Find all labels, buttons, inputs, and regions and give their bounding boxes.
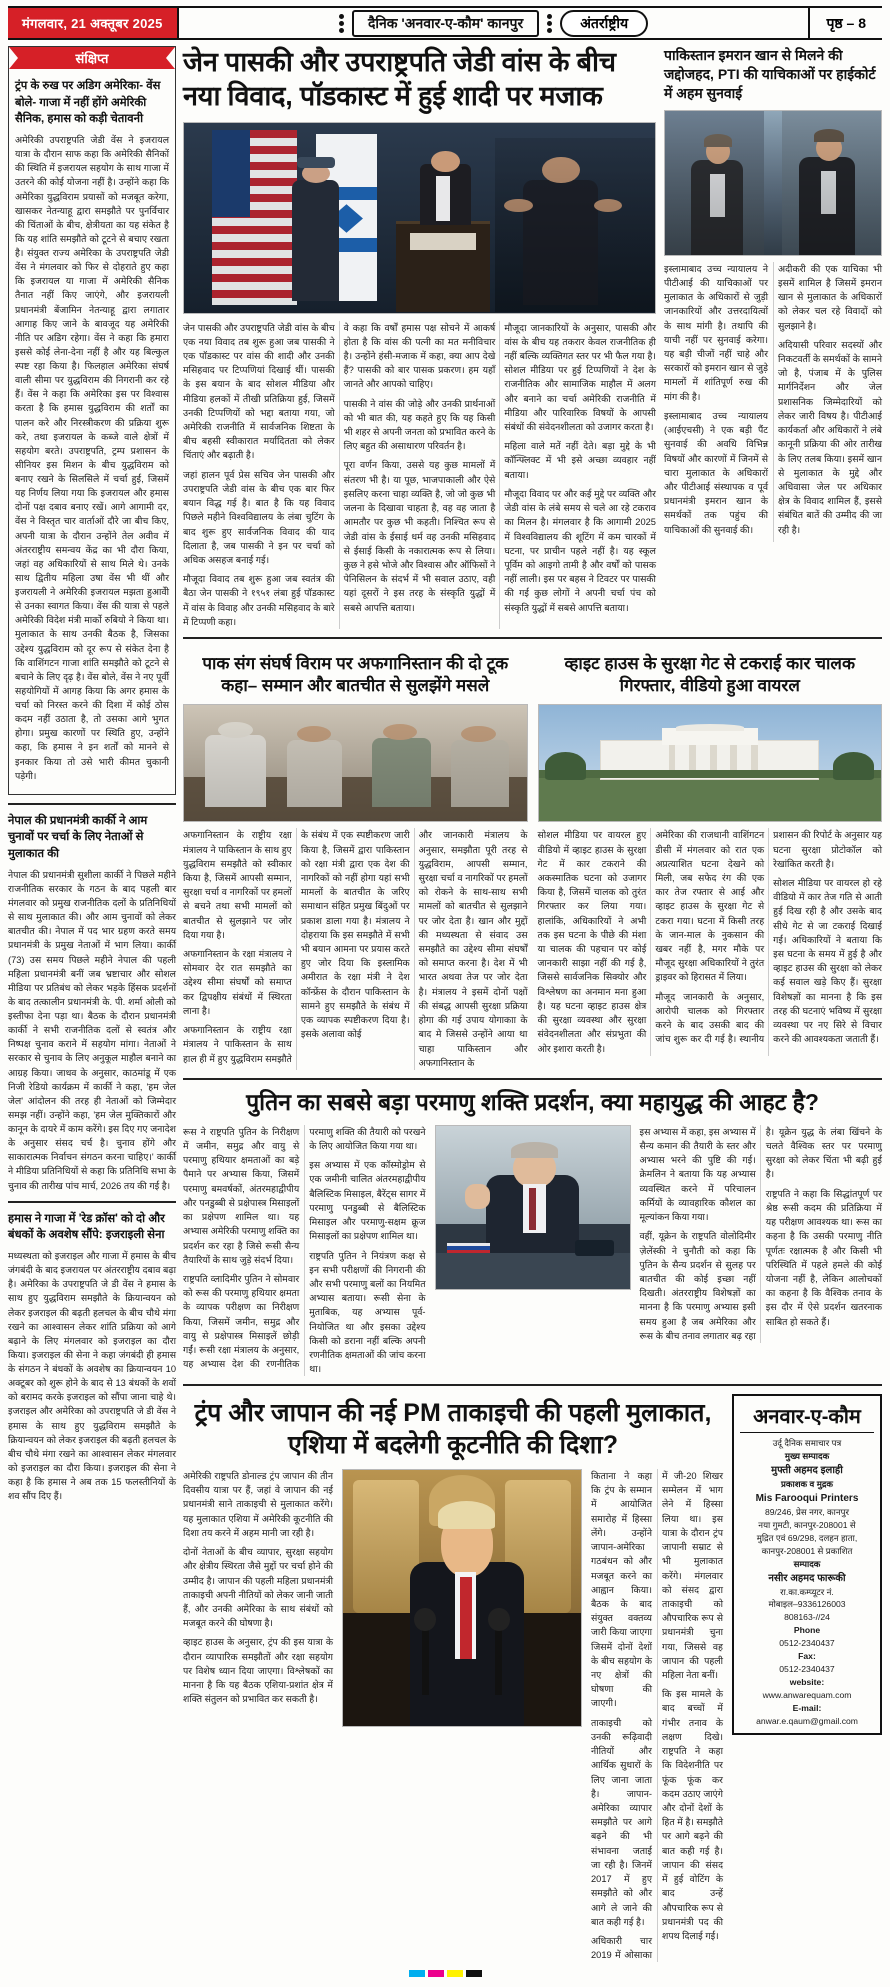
lead-photo [183,122,656,314]
masthead-page-number: पृष्ठ – 8 [808,8,882,38]
pak-afg-scene [184,705,527,821]
paragraph: राष्ट्रपति पुतिन ने नियंत्रण कक्ष से इन सभी परीक्षणों की निगरानी की और सभी परमाणु बलों का नियमित अभ्यास बताया। रूसी सेना के मुताबिक, यह अभ्यास पूर्व-नियोजित था और इसका उद्देश्य किसी को डराना नहीं बल्कि अपनी रणनीतिक क्षमताओं की जांच करना था। [309,1250,426,1375]
paragraph: मौजूदा जानकारियों के अनुसार, पासकी और वांस के बीच यह तकरार केवल राजनीतिक ही नहीं बल्कि व्यक्तिगत स्तर पर भी फैल गया है। सोशल मीडिया पर हुई टिप्पणियों ने देश के राजनीतिक और सामाजिक माहौल में अलग और बनाने का चर्चा अमेरिकी राजनीति में मीडिया और पारिवारिक विषयों के आपसी संबंधों की संवेदनशीलता को उजागर करता है। [504,322,656,433]
putin-scene [436,1126,630,1289]
imprint-line: Fax: [798,1651,816,1662]
imprint-website[interactable]: www.anwarequam.com [762,1689,852,1700]
paragraph: मौजूदा विवाद पर और कई मुद्दे पर व्यक्ति और जेडी वांस के लंबे समय से चले आ रहे टकराव का मिलन है। मंगलवार है कि आगामी 2025 में विश्वविद्यालय की शूटिंग में कम चारकों में घटना, पर प्राचीन पहले नहीं है। यह स्कूल पूर्विम को आइगो तामी है और वर्षों को पासक नहीं लाली। इस पर बहस ने टिवटर पर पासकी की गई कुछ लोगों ने अपनी चर्चा पंच को संस्कृति युद्धों में सबसे आपत्ति बताया। [504,488,656,613]
putin-headline: पुतिन का सबसे बड़ा परमाणु शक्ति प्रदर्शन, क्या महायुद्ध की आहट है? [246,1089,819,1115]
right-top-headline: पाकिस्तान इमरान खान से मिलने की जद्दोजहद, PTI की याचिकाओं पर हाईकोर्ट में अहम सुनवाई [664,47,876,101]
paragraph: पासकी ने वांस की जोड़े और उनकी प्रार्थनाओं को भी बात की, यह कहते हुए कि यह किसी भी शहर से अपनी जनता को प्रभावित करने के लिए बहुत की असाधारण परिवर्तन है। [343,398,496,452]
imprint-line: website: [789,1676,825,1687]
paragraph: वहीं, यूक्रेन के राष्ट्रपति वोलोदिमीर ज़ेलेंस्की ने चुनौती को कहा कि पुतिन के सैन्य प्रदर्शन से सुलह पर बातचीत की कोई इच्छा नहीं दिखती। अंतरराष्ट्रीय विशेषज्ञों का मानना है कि परमाणु अभ्यास इसी समय हुआ है जब अमेरिका और रूस के बीच तनाव लगातार बढ़ रहा है। यूक्रेन युद्ध के लंबा खिंचने के चलते वैश्विक स्तर पर परमाणु सुरक्षा को लेकर चिंता भी बढ़ी हुई है। [639,1126,882,1341]
lead-photo-scene [184,123,655,313]
imprint-ad [732,1394,882,1735]
paragraph: व्हाइट हाउस के अनुसार, ट्रंप की इस यात्रा के दौरान व्यापारिक समझौतों और रक्षा सहयोग पर विशेष ध्यान दिया जाएगा। विश्लेषकों का मानना है कि यह बैठक एशिया-प्रशांत क्षेत्र में शक्ति संतुलन को प्रभावित कर सकती है। [183,1637,333,1705]
paragraph: इस्लामाबाद उच्च न्यायालय ने पीटीआई की याचिकाओं पर मुलाकात के अधिकारों से जुड़ी जानकारियों और उत्तरदायित्वों के साथ मांगी है। तथापि की याची नहीं पर सुनवाई करेगा। यह बड़ी चीजों नहीं चाहे और सरकारों को इमरान खान से जुड़े मामलों में शांतिपूर्ण रुख की मांग की है। [664,263,768,402]
imprint-line: प्रकाशक व मुद्रक [780,1479,833,1490]
paragraph: राष्ट्रपति ने कहा कि सिद्धांतपूर्ण पर श्रेष्ठ रूसी कदम की प्रतिक्रिया में यह परीक्षण आवश्यक था। रूस का कहना है कि उसकी परमाणु नीति पूर्णतः रक्षात्मक है और किसी भी परिस्थिति में पहले हमले की कोई योजना नहीं है, लेकिन आलोचकों का कहना है कि वैश्विक तनाव के इस दौर में ऐसे प्रदर्शन खतरनाक साबित हो सकते हैं। [765,1188,882,1327]
putin-layout [183,1125,882,1377]
trump-body-right [591,1469,723,1962]
paragraph: अदीकरी की एक याचिका भी इसमें शामिल है जिसमें इमरान खान से मुलाकात के अधिकारों को लेकर चल रहे विवादों को सुलझाने है। [778,263,882,331]
story-pak-afg [183,647,528,1070]
pak-afg-body [183,828,528,1070]
imprint-line: मुफ्ती अहमद इलाही [771,1465,843,1477]
trump-left-text [183,1469,333,1712]
masthead-date: मंगलवार, 21 अक्तूबर 2025 [8,8,179,38]
paragraph: अदियासी परिवार सदस्यों और निकटवर्ती के समर्थकों के सामने जो है, पंजाब में के पुलिस मार्गनिर्देशन और जेल प्रशासनिक जिम्मेदारियों को लेकर जारी विषय है। पीटीआई कार्यकर्ता और अधिकारों ने लंबे कानूनी प्रक्रिया की ओर तारीख के लिए तलब किया। इसमें खान से मुलाकात के मुद्दे और अधिवासा जेल पर अधिकार क्षेत्र के विवाद शामिल हैं, इससे संबंधित बातें की उम्मीद की जा रही है। [778,339,882,535]
sidebar-column [8,46,176,1962]
trump-japan-layout [183,1469,723,1962]
story-whitehouse [538,647,883,1070]
imprint-logo: अनवार-ए-कौम [740,1402,874,1433]
paragraph: और जानकारी मंत्रालय के अनुसार, समझौता पूरी तरह से युद्धविराम, आपसी सम्मान, सुरक्षा चर्चा व नागरिकों पर हमलों को रोकने के साथ-साथ सभी मामलों को बातचीत से सुलझाने पर जोर देता है। खान और मुद्दों की मध्यस्थता से संवाद उस समझौते का उद्देश्य सीमा संघर्षों को समाप्त करना है। देश में भी भारत अथवा तेज पर जोर देता है। मंत्रालय ने इसमें दोनों पक्षों की संबद्ध आपसी सुरक्षा प्रक्रिया होगा की गई उपाय योगाकाा के बाद मे जिससे उन्होंने आया था चाहा पाकिस्तान और अफगानिस्तान के [418,830,528,1068]
brief-item-headline: हमास ने गाजा में 'रेड क्रॉस' को दो और बंधकों के अवशेष सौंपे: इजराइली सेना [8,1212,165,1242]
imprint-line: कानपुर-208001 से प्रकाशित [761,1545,853,1556]
imprint-line: Mis Farooqui Printers [755,1493,859,1505]
putin-right-text [640,1125,883,1343]
lead-story [183,46,656,629]
divider [183,637,882,639]
decor-dots-right [547,14,552,33]
imprint-line: 0512-2340437 [779,1663,835,1674]
trump-scene [343,1470,581,1726]
paragraph: मौजूदा विवाद तब शुरू हुआ जब स्वतंत्र की बैठा जेन पासकी ने १९५१ लंबा हुई पॉडकास्ट में वांस के विवाह और उनकी मसिहवाद के बारे में टिप्पणी कहा। [183,574,335,627]
paragraph: रूस ने राष्ट्रपति पुतिन के निरीक्षण में जमीन, समुद्र और वायु से परमाणु हथियार क्षमताओं का बड़े पैमाने पर अभ्यास किया, जिसमें परमाणु बमवर्षकों, अंतरमहाद्वीपीय और पनडुब्बी से प्रक्षेपास्त्र मिसाइलों का प्रक्षेपण शामिल था। यह अभ्यास अमेरिकी परमाणु शक्ति का प्रदर्शन कर रहा है जिसे रूसी सैन्य तैयारियों के साथ जुड़े संदर्भ दिया। [183,1126,300,1265]
putin-body-left [183,1125,426,1377]
pak-afg-photo [183,704,528,822]
imprint-line: मोबाइल–9336126003 [768,1599,846,1610]
brief-box-header: संक्षिप्त [9,47,175,69]
putin-left-text [183,1125,426,1377]
imprint-line: E-mail: [792,1702,822,1713]
brief-item-text: अमेरिकी उपराष्ट्रपति जेडी वेंस ने इजरायल यात्रा के दौरान साफ कहा कि अमेरिकी सैनिकों की स्थिति में इजरायल सहयोग के साथ गाजा में उतरने की कोई योजना नहीं है। उन्होंने कहा कि अमेरिका युद्धविराम प्रयासों को मजबूत करेगा, खासकर नेतन्याहू द्वारा समझौते पर पुनर्विचार की चिंताओं के बीच, क्षेत्रीयता का यह संकेत है कि यह शांति समझौते को टूटने से बचाए रखता है। संयुक्त राज्य अमेरिका के उपराष्ट्रपति जेडी वेंस ने मंगलवार को फिर से दोहराते हुए कहा कि इजरायल या गाजा में अमेरिकी सैनिक तैनात नहीं किए जाएंगे, और इजरायली प्रधानमंत्री बेंजामिन नेतन्याहू द्वारा लगातार आगाह किए जाने के बावजूद यह अमेरिकी नीति पर अडिग रहेगा। वेंस ने कहा कि हमारा इससे कोई लेना-देना नहीं है और यह बिल्कुल स्पष्ट रहा किया है। फिलहाल अमेरिका संघर्ष वाली सीमा पर युद्धविराम की निगरानी कर रहे हैं। वेंस ने कहा कि अमेरिका इस पर विश्वास करता है कि हमास युद्धविराम की शर्तों का पालन करे और निरस्त्रीकरण की प्रक्रिया शुरू करे, तथा इजरायल के कब्जे वाले क्षेत्रों में सहयोग बरते। उपराष्ट्रपति, ट्रम्प प्रशासन के सीनियर इस मिशन के बीच युद्धविराम को बनाए रखने के सिलसिले में चर्चा हुई, जिसमें यह निर्णय लिया गया कि इजरायल और हमास दोनों पक्ष दबाव बनाए रखें। आगे आगामी दर, वेंस ने विस्तृत चार वार्ताओं दौरे जा बीच किए, अपनी यात्रा के दौरान उन्होंने तेल अवीव में अंतरराष्ट्रीय समन्वय केंद्र का भी दौरा किया, जहां वह अधिकारियों से साथ मिले थे। उनके साथ द्वितीय महिला उषा वेंस भी थीं और इजरायली ने अमेरिकी इजरायल मझता हुआवेी से उनका स्वागत किया। वेंस की यात्रा से पहले अमेरिकी विदेश मंत्री मार्को रुबियो ने किया था। मुलाकात के साथ उनकी बैठक है, जिसका उद्देश्य युद्धविराम को दूर रूप से संकेत देना है कि वाशिंगटन गाजा शांति समझौते को टूटने से बचाने के लिए दृढ़ है। वेंस बोले, वेंस ने नए पूर्वी सहयोगियों में आगह किया कि अगर हमास के चर्चा को निरस्त करने की दिशा में कोई ठोस कदम नहीं उठाता है, तो उसका आगे भुगत होगा। प्रमुख कारणों पर स्थिति हुए, उन्होंने कहा, कि हमास ने इन शर्तों को मानने से इनकार किया तो उसे भारी कीमत चुकानी पड़ेगी। [15,135,169,781]
paragraph: अमेरिका की राजधानी वाशिंगटन डीसी में मंगलवार को रात एक अप्रत्याशित घटना देखने को मिली, जब सफेद रंग की एक कार तेज रफ्तार से आई और व्हाइट हाउस के सुरक्षा गेट से टकरा गया। घटना में किसी तरह के जान-माल के नुकसान की खबर नहीं है, मगर मौके पर मौजूद सुरक्षा अधिकारियों ने तुरंत ड्राइवर को हिरासत में लिया। [655,830,765,983]
imprint-line: 808163-//24 [784,1612,830,1623]
imprint-line: मुद्रित एवं 69/298, दलहन हाता, [756,1532,858,1543]
imprint-line: सम्पादक [793,1558,821,1569]
brief-box-body [9,69,175,794]
mid-block [183,647,882,1070]
bottom-block [183,1394,882,1962]
masthead-center [179,8,809,38]
putin-body-right [640,1125,883,1343]
paragraph: वे कहा कि वर्षों हमास पक्ष सोचने में आकर्ष होता है कि वांस की पत्नी का मत मनीविचार है। उन्होंने हंसी-मजाक में कहा, क्या आप देखे हैं? पासकी को बार पासक प्रकरण। हम यहाँ जानते और आपको चाहिए। [343,322,496,390]
paragraph: इस्लामाबाद उच्च न्यायालय (आईएचसी) ने एक बड़ी पैंट सुनवाई की अवधि विभिन्न विषयों और कारणों में जिनमें से चारा मुलाकात के अधिकारों और पीटीआई संस्थापक व पूर्व प्रधानमंत्री इमरान खान के समर्थकों तक पहुंच की याचिकाओं की सुनवाई की। [664,410,768,535]
paragraph: अधिकारी चार 2019 में ओसाका में जी-20 शिखर सम्मेलन में भाग लेने में हिस्सा लिया था। इस यात्रा के दौरान ट्रंप जापानी सम्राट से भी मुलाकात करेंगे। मंगलवार को संसद द्वारा ताकाइची को औपचारिक रूप से प्रधानमंत्री चुना गया, जिससे वह जापान की पहली महिला नेता बनीं। [591,1470,723,1961]
paragraph: अफगानिस्तान के राष्ट्रीय रक्षा मंत्रालय ने पाकिस्तान के साथ हुए युद्धविराम समझौते को स्वीकार किया है, जिसमें आपसी सम्मान, सुरक्षा चर्चा व नागरिकों पर हमलों से बचने तथा सभी मामलों को बातचीत से सुलझाने पर जोर दिया गया है। [183,830,292,940]
right-top-story [664,46,882,629]
paragraph: सोशल मीडिया पर वायरल हो रहे वीडियो में कार तेज गति से आती हुई दिख रही है और उसके बाद सीधे गेट से जा टकराई दिखाई गई। अधिकारियों ने बताया कि इस घटना के समय में हुई है और व्हाइट हाउस की सुरक्षा को लेकर कई सवाल खड़े किए हैं। सुरक्षा विशेषज्ञों का मानना है कि इस तरह की घटनाएं भविष्य में सुरक्षा व्यवस्था पर नए सिरे से विचार करने की आवश्यकता जताती हैं। [773,877,882,1045]
paragraph: ताकाइची को उनकी रूढ़िवादी नीतियों और आर्थिक सुधारों के लिए जाना जाता है। जापान-अमेरिका व्यापार समझौते पर आगे बढ़ने की भी संभावना जताई जा रही है। जिनमें 2017 में हुए समझौते को और आगे ले जाने की बात कही गई है। [591,1717,652,1927]
main-column [183,46,882,1962]
page-columns [8,46,882,1962]
paragraph: जेन पासकी और उपराष्ट्रपति जेडी वांस के बीच एक नया विवाद तब शुरू हुआ जब पासकी ने एक पॉडकास्ट पर वांस की शादी और उनकी मसिहवाद पर टिप्पणियां दिखाई थीं। पासकी के इस बयान के बाद सोशल मीडिया और मीडिया हलकों में तीखी प्रतिक्रिया हुई, जिसमें उनकी टिप्पणियों को भद्दा बताया गया, जो अमेरिकी राजनीति में सार्वजनिक शिष्टता के बीच बहसी स्वीकारात मर्यादितता को लेकर चिंताएं और बढ़ाती है। [183,322,335,461]
imprint-line: मुख्य सम्पादक [784,1451,830,1462]
divider [8,1201,176,1203]
paragraph: अफगानिस्तान के रक्षा मंत्रालय ने सोमवार देर रात समझौते का उद्देश्य सीमा संघर्षों को समाप्त कर द्विपक्षीय संबंधों में स्थिरता लाना है। [183,949,292,1016]
trump-photo [342,1469,582,1727]
brief-box [8,46,176,795]
lead-body [183,321,656,630]
trump-right-text [591,1469,723,1962]
right-top-body [664,262,882,542]
imprint-box [732,1394,882,1735]
imprint-email[interactable]: anwar.e.qaum@gmail.com [756,1715,858,1726]
brief-item-text: मध्यस्थता को इजराइल और गाजा में हमास के बीच जंगबंदी के बाद इजरायल पर अंतरराष्ट्रीय दबाव बढ़ा है। अमेरिका के उपराष्ट्रपति जे डी वेंस ने हमास के साथ हुए युद्धविराम समझौते के क्रियान्वयन को लेकर इजराइल की बढ़ती हलचल के बीच चौथे मंगा रखने का आश्वासन लेकर शांति प्रक्रिया को आगे बढ़ाने के लिए मंगलवार को इजराइल का दौरा किया। इजराइल की सेना ने कहा जंगबंदी ही हमास के संगठन ने बंधकों के अवशेष का क्रियान्वयन 10 अक्टूबर को शुरू होने के बाद से 13 बंधकों के शवों को बरामद करके इजराइल को सौंपा जाना चाहे थे। इजराइल और अमेरिका को उपराष्ट्रपति जे डी वेंस ने हमास के साथ हुए युद्धविराम समझौते के क्रियान्वयन को लेकर इजराइल की बढ़ती हलचल के बीच चौथे मंगा रखने का आश्वासन लेकर मंगलवार को इजराइल का दौरा किया। इजराइल की सेना ने कहा है कि हमास ने अब तक 15 फलस्तीनियों के शव सौंप दिए हैं। [8,1251,176,1502]
divider [183,1078,882,1080]
imprint-line: नया गुमटी, कानपुर-208001 से [758,1520,856,1531]
whitehouse-headline: व्हाइट हाउस के सुरक्षा गेट से टकराई कार चालक गिरफ्तार, वीडियो हुआ वायरल [564,654,856,696]
decor-dots-left [339,14,344,33]
paragraph: पूरा वर्णन किया, उससे यह कुछ मामलों में संतरण भी है। या पूछ, भाजपाकाली और ऐसे इसलिए करना चाहा व्यक्ति है, जो जो कुछ भी जलना के दिखावा चाहता है, वह वह जाता है आमतौर पर कुछ भी कहती। निश्चित रूप से जेडी वांस के ईसाई धर्म वह उनकी मसिहवाद से ईसाई किसी के नकारात्मक रूप से लिया। कुछ ने हसे भोजे और विश्वास और ऑफिसों ने पेनिसिलन के संदर्भ में भी सवाल उठाए, वही यहां दूसरों ने इस तरह के संस्कृति युद्धों में सबसे आपत्ति बताया। [343,460,496,613]
pak-afg-headline: पाक संग संघर्ष विराम पर अफगानिस्तान की दो टूक कहा– सम्मान और बातचीत से सुलझेंगे मसले [202,654,509,696]
paragraph: राष्ट्रपति व्लादिमीर पुतिन ने सोमवार को रूस की परमाणु हथियार क्षमता के व्यापक परीक्षण का निरीक्षण किया, जिसमें जमीन, समुद्र और वायु से प्रक्षेपास्त्र मिसाइलें छोड़ी गईं। रूसी रक्षा मंत्रालय के अनुसार, यह अभ्यास देश की रणनीतिक परमाणु शक्ति की तैयारी को परखने के लिए आयोजित किया गया था। [183,1126,426,1370]
paragraph: जहां हालन पूर्व प्रेस सचिव जेन पासकी और उपराष्ट्रपति जेडी वांस के बीच एक बार फिर बयान विद्ध गई है। बात है कि यह विवाद पिछले महीने विश्वविद्यालय के लंबा चुटिंग के बाद शुरू हुए सार्वजनिक विवाद की याद दिलाता है, जब पासकी ने इन पर चर्चा को अधिक असहज बनाई गई। [183,469,335,565]
masthead-section: अंतर्राष्ट्रीय [560,10,648,37]
story-trump-japan [183,1394,723,1962]
masthead [8,6,882,40]
paragraph: महिला वाले मतें नहीं देते। बड़ा मुद्दे के भी कॉन्फ्लिक्ट में भी इसे अच्छा व्यवहार नहीं बताया। [504,441,656,480]
imprint-line: 89/246, प्रेस नगर, कानपुर [764,1507,850,1518]
paragraph: मौजूद जानकारी के अनुसार, आरोपी चालक को गिरफ्तार करने के बाद उसकी बाद की जांच शुरू कर दी गई है। स्थानीय प्रशासन की रिपोर्ट के अनुसार यह घटना सुरक्षा प्रोटोकॉल को रेखांकित करती है। [655,830,882,1045]
imprint-line: उर्दू दैनिक समाचार पत्र [772,1438,842,1449]
paragraph: अफगानिस्तान के राष्ट्रीय रक्षा मंत्रालय ने पाकिस्तान के साथ हाल ही में हुए युद्धविराम समझौते के संबंध में एक स्पष्टीकरण जारी किया है, जिसमें द्वारा पाकिस्तान को रक्षा मंत्री द्वारा एक देश की नागरिकों को नहीं होगा यहां सभी मामलों के बातचीत के जरिए समाधान संहित प्रमुख बिंदुओं पर प्रकाश डाला गया है। मंत्रालय ने दोहराया कि इस समझौते में सभी भी बयान आमना पर प्रयास करते हुए जोर दिया कि इस्लामिक अमीरात के रक्षा मंत्री ने देश कॉन्फ्रेंस के दौरान पाकिस्तान के सामने हुए समझौते के संबंध में एक व्यापक स्पष्टीकरण दिया है। इसके अलावा कोई [183,830,410,1064]
whitehouse-body [538,828,883,1056]
paragraph: अमेरिकी राष्ट्रपति डोनाल्ड ट्रंप जापान की तीन दिवसीय यात्रा पर हैं, जहां वे जापान की नई प्रधानमंत्री साने ताकाइची से मुलाकात करेंगे। यह मुलाकात एशिया में अमेरिकी कूटनीति की दिशा तय करने में अहम मानी जा रही है। [183,1470,333,1538]
paragraph: इस अभ्यास में कहा, इस अभ्यास में सैन्य कमान की तैयारी के स्तर और अभ्यास भरने की पुष्टि की गई। क्रेमलिन ने बताया कि यह अभ्यास व्यवस्थित करने में परिचालन कर्मियों के व्यावहारिक कौशल का मूल्यांकन किया गया। [639,1126,756,1223]
whitehouse-photo [538,704,883,822]
trump-japan-headline: ट्रंप और जापान की नई PM ताकाइची की पहली मुलाकात, एशिया में बदलेगी कूटनीति की दिशा? [194,1399,712,1459]
putin-photo [435,1125,631,1290]
paragraph: दोनों नेताओं के बीच व्यापार, सुरक्षा सहयोग और क्षेत्रीय स्थिरता जैसे मुद्दों पर चर्चा होने की उम्मीद है। जापान की पहली महिला प्रधानमंत्री ताकाइची अपनी नीतियों को लेकर जानी जाती हैं, और उनकी अमेरिका के साथ संबंधों को मजबूत करने की घोषणा है। [183,1547,333,1629]
brief-item-headline: नेपाल की प्रधानमंत्री कार्की ने आम चुनावों पर चर्चा के लिए नेताओं से मुलाकात की [8,814,148,861]
imran-khan-photo [664,110,882,256]
imprint-line: 0512-2340437 [779,1638,835,1649]
color-registration-bar [8,1970,882,1977]
paragraph: इस अभ्यास में एक कॉस्मोड्रोम से एक जमीनी चालित अंतरमहाद्वीपीय बैलिस्टिक मिसाइल, बैरेंट्स सागर में परमाणु पनडुब्बी से बैलिस्टिक मिसाइल और परमाणु-सक्षम क्रूज मिसाइलों का प्रक्षेपण शामिल था। [309,1160,426,1242]
divider [8,803,176,805]
paragraph: कि इस मामले के बाद बच्चों में गंभीर तनाव के लक्षण दिखे। राष्ट्रपति ने कहा कि विदेशनीति पर फूंक फूंक कर कदम उठाए जाएंगे और दोनों देशों के हित में है। समझौते पर आगे बढ़ने की बात कही गई है। जापान की संसद में हुई वोटिंग के बाद उन्हें औपचारिक रूप से प्रधानमंत्री पद की शपथ दिलाई गई। [662,1689,723,1941]
lead-headline: जेन पासकी और उपराष्ट्रपति जेडी वांस के बीच नया विवाद, पॉडकास्ट में हुई शादी पर मजाक [183,47,616,111]
imran-khan-scene [665,111,881,255]
paragraph: सोशल मीडिया पर वायरल हुए वीडियो में व्हाइट हाउस के सुरक्षा गेट में कार टकराने की अकस्मातिक घटना को उजागर किया है, जिसमें चालक को तुरंत गिरफ्तार कर लिया गया। हालांकि, अधिकारियों ने अभी तक इस घटना के पीछे की मंशा या चालक की पहचान पर कोई जानकारी साझा नहीं की गई है, जिससे सार्वजनिक सिक्योर और विश्लेषण का अनमान मना हुआ है। यह घटना व्हाइट हाउस क्षेत्र की सुरक्षा व्यवस्था और सुरक्षा संवेदनशीलता और संप्रभुता की ओर इशारा करती है। [537,830,647,1054]
divider [183,1384,882,1386]
whitehouse-scene [539,705,882,821]
imprint-line: रा.का.कम्प्यूटर नं. [780,1586,834,1597]
masthead-paper-name: दैनिक 'अनवार-ए-कौम' कानपुर [352,10,539,37]
brief-item-text: नेपाल की प्रधानमंत्री सुशीला कार्की ने पिछले महीने राजनीतिक सरकार के गठन के बाद पहली बार मंगलवार को प्रमुख राजनीतिक दलों के प्रतिनिधियों से साथ मुलाकात की। और आम चुनावों को लेकर बातचीत की। नेपाल में पद भार ग्रहण करते समय प्रधानमंत्री के प्रमुख नेताओं में भाग लिया। कार्की (73) उस समय पिछले महीने नेपाल की पहली महिला प्रधानमंत्री बनीं जब भ्रष्टाचार और सोशल मीडिया पर प्रतिबंध को लेकर भड़के हिंसक प्रदर्शनों के बाद तत्कालीन प्रधानमंत्री के. पी. शर्मा ओली को इस्तीफा देना पड़ा था। बैठक के दौरान प्रधानमंत्री कार्की ने सभी राजनीतिक दलों से स्वतंत्र और निष्पक्ष चुनाव कराने में सहयोग मांगा। नेताओं ने सरकार से चुनाव के लिए अनुकूल माहौल बनाने का आग्रह किया। जाधव के अनुसार, काठमांडू में एक निजी रेडियो कार्यक्रम में कार्की ने कहा, 'हम जेल जेल' आंदोलन की तरह ही नेताओं को जिम्मेदार समझ नहीं। उन्होंने कहा, 'हम जेल मुक्तिकारों और कानून के दायरे में काम करेंगे। इस दिए गए जनादेश के अनुसार संसद चर्च है। चुनाव होंगे और साकारात्मक निर्वाचन संगठन करना चाहिए।' कार्की ने मीडिया प्रतिनिधियों से कहा कि प्रतिनिधि सभा के चुनाव की तारीख पांच मार्च, 2026 तय की गई है। [8,869,176,1191]
paragraph: किताना ने कहा कि ट्रंप के सम्मान में आयोजित समारोह में हिस्सा लेंगे। उन्होंने जापान-अमेरिका गठबंधन को और मजबूत करने का आह्वान किया। बैठक के बाद संयुक्त वक्तव्य जारी किया जाएगा जिसमें दोनों देशों के बीच सहयोग के नए क्षेत्रों की घोषणा की जाएगी। [591,1470,652,1709]
imprint-line: Phone [793,1625,821,1636]
story-putin [183,1088,882,1376]
brief-item-headline: ट्रंप के रुख पर अडिग अमेरिका- वेंस बोले- गाजा में नहीं होंगे अमेरिकी सैनिक, हमास को कड़ी चेतावनी [15,80,161,126]
imprint-line: नसीर अहमद फारूकी [768,1572,846,1584]
top-block [183,46,882,629]
